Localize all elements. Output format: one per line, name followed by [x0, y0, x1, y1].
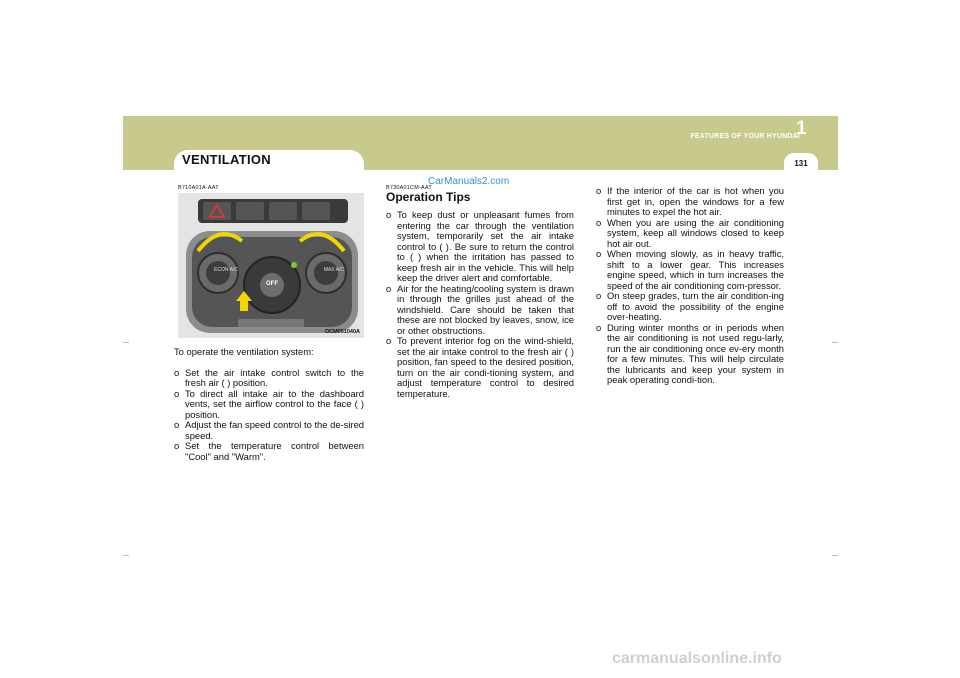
- list-item: [596, 249, 784, 291]
- bullet-mark: o: [596, 216, 602, 228]
- list-item: [596, 323, 784, 386]
- watermark-bottom[interactable]: carmanualsonline.info: [612, 650, 782, 667]
- left-column-text: [174, 347, 364, 462]
- right-item-3: When moving slowly, as in heavy traffic, shift to a lower gear. This increases engine speed, which in turn increases the speed of the air conditioning com-pressor.: [607, 248, 784, 291]
- page-number-tab: [784, 153, 818, 174]
- left-item-2: To direct all intake air to the dashboard vents, set the airflow control to the face ( ) position.: [185, 387, 364, 420]
- left-item-4: Set the temperature control between "Cool" and "Warm".: [185, 440, 364, 462]
- crop-mark: [123, 342, 129, 343]
- bullet-mark: o: [174, 440, 180, 451]
- right-item-1: If the interior of the car is hot when you first get in, open the windows for a few minutes to expel the hot air.: [607, 185, 784, 217]
- left-ref-code: B710A01A-AAT: [178, 185, 219, 191]
- bullet-mark: o: [386, 335, 392, 346]
- chapter-label: FEATURES OF YOUR HYUNDAI: [690, 133, 800, 140]
- climate-panel-illustration: [178, 193, 364, 338]
- panel-center-label: OFF: [266, 281, 278, 287]
- bullet-mark: o: [174, 419, 180, 430]
- bullet-mark: o: [174, 387, 180, 399]
- list-item: [596, 291, 784, 323]
- list-item: [596, 186, 784, 218]
- bullet-mark: o: [596, 321, 602, 333]
- climate-panel-image: [178, 193, 364, 338]
- list-item: [174, 420, 364, 441]
- middle-item-2: Air for the heating/cooling system is drawn in through the grilles just ahead of the windshield. Care should be taken that these are not blocked by leaves, snow, ice or other obstructions.: [397, 282, 574, 336]
- right-item-4: On steep grades, turn the air condition-ing off to avoid the possibility of the engine over-heating.: [607, 290, 784, 322]
- middle-item-3: To prevent interior fog on the wind-shield, set the air intake control to the fresh air ( ) position, fan speed to the desired position, turn on the air condi-tioning system, and adjust temperature control to desired temperature.: [397, 335, 574, 399]
- list-item: [174, 368, 364, 389]
- chapter-number: 1: [796, 118, 807, 139]
- page-number: 131: [794, 159, 808, 168]
- middle-item-1: To keep dust or unpleasant fumes from entering the car through the ventilation system, temporarily set the air intake control to ( ). Be sure to return the control to ( ) when the irritation has passed to keep fresh air in the vehicle. This will help keep the driver alert and comfortable.: [397, 209, 574, 283]
- panel-right-knob-label: MAX A/C: [323, 267, 345, 273]
- section-title-tab: [174, 150, 364, 172]
- list-item: [386, 336, 574, 399]
- list-item: [386, 210, 574, 284]
- middle-column-text: [386, 210, 574, 399]
- right-column-text: [596, 186, 784, 386]
- list-item: [386, 284, 574, 337]
- bullet-mark: o: [174, 366, 180, 378]
- watermark-top[interactable]: CarManuals2.com: [428, 176, 510, 187]
- crop-mark: [123, 555, 129, 556]
- bullet-mark: o: [596, 185, 602, 196]
- bullet-mark: o: [596, 248, 602, 259]
- bullet-mark: o: [386, 209, 392, 220]
- operation-tips-heading: Operation Tips: [386, 190, 471, 204]
- bullet-mark: o: [386, 282, 392, 294]
- list-item: [174, 389, 364, 421]
- crop-mark: [832, 555, 838, 556]
- list-item: [174, 441, 364, 462]
- left-item-3: Adjust the fan speed control to the de-sired speed.: [185, 419, 364, 441]
- section-title: VENTILATION: [182, 152, 271, 167]
- panel-left-knob-label: ECON A/C: [214, 267, 238, 273]
- middle-ref-code: B730A01CM-AAT: [386, 185, 432, 191]
- bullet-mark: o: [596, 290, 602, 301]
- crop-mark: [832, 342, 838, 343]
- left-intro: To operate the ventilation system:: [174, 346, 314, 357]
- right-item-2: When you are using the air conditioning system, keep all windows closed to keep hot air out.: [607, 216, 784, 249]
- right-item-5: During winter months or in periods when the air conditioning is not used regu-larly, run the air conditioning once ev-ery month for a few minutes. This will help circulate the lubricants and keep your system in peak operating condi-tion.: [607, 321, 784, 385]
- image-code: OCM051040A: [324, 329, 360, 335]
- left-item-1: Set the air intake control switch to the fresh air ( ) position.: [185, 366, 364, 388]
- list-item: [596, 218, 784, 250]
